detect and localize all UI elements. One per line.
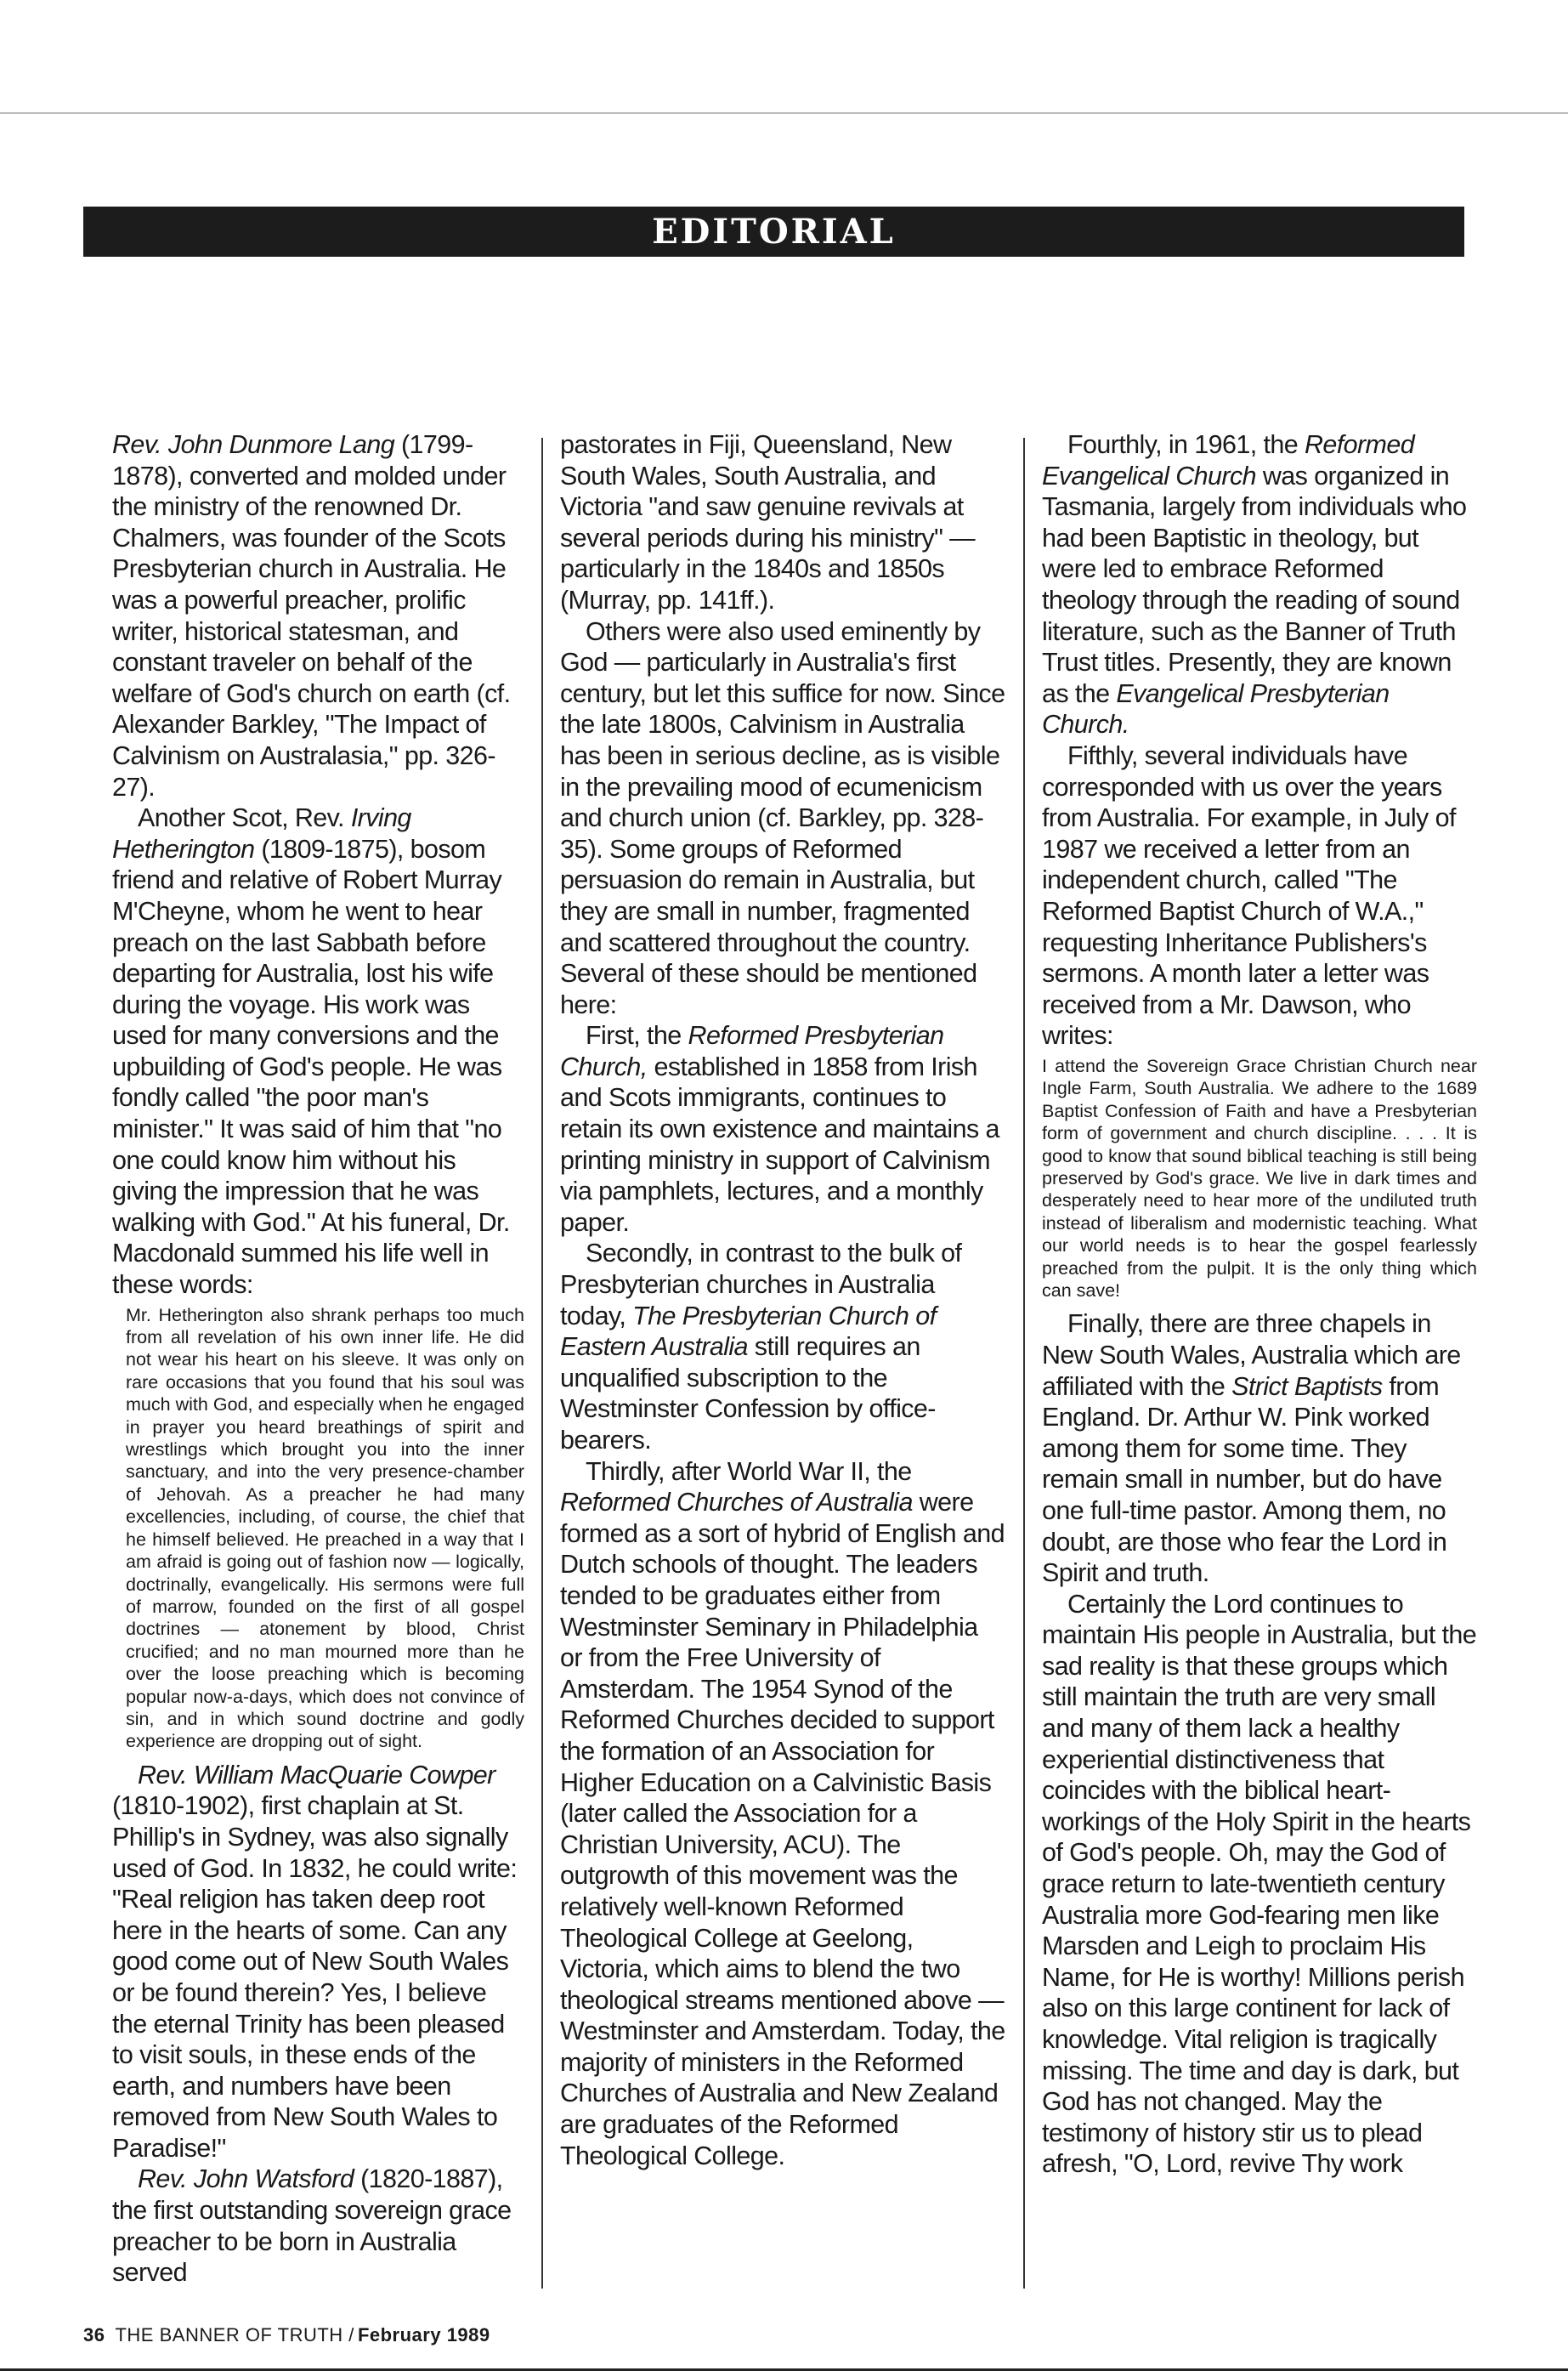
block-quote: I attend the Sovereign Grace Christian Church near Ingle Farm, South Australia. We adhere to the 1689 Baptist Confession of Faith and have a Presbyterian form of government and church discipline. . . . It is good to know that sound biblical teaching is still being preserved by God's grace. We live in dark times and desperately need to hear more of the undiluted truth instead of liberalism and modernistic teaching. What our world needs is to hear the gospel fearlessly preached from the pulpit. It is the only thing which can save! — [1042, 1055, 1477, 1301]
block-quote: Mr. Hetherington also shrank perhaps too much from all revelation of his own inner life. He did not wear his heart on his sleeve. It was only on rare occasions that you found that his soul was much with God, and especially when he engaged in prayer you heard breathings of spirit and wrestlings which brought you into the inner sanctuary, and into the very presence-chamber of Jehovah. As a preacher he had many excellencies, including, of course, the chief that he himself believed. He preached in a way that I am afraid is going out of fashion now — logically, doctrinally, evangelically. His sermons were full of marrow, founded on the first of all gospel doctrines — atonement by blood, Christ crucified; and no man mourned more than he over the loose preaching which is becoming popular now-a-days, which does not convince of sin, and in which sound doctrine and godly experience are dropping out of sight. — [126, 1304, 524, 1752]
paragraph: Thirdly, after World War II, the Reformed Churches of Australia were formed as a sort of hybrid of English and Dutch schools of thought. The leaders tended to be graduates either from Westminster Seminary in Philadelphia or from the Free University of Amsterdam. The 1954 Synod of the Reformed Churches decided to support the formation of an Association for Higher Education on a Calvinistic Basis (later called the Association for a Christian University, ACU). The outgrowth of this movement was the relatively well-known Reformed Theological College at Geelong, Victoria, which aims to blend the two theological streams mentioned above — Westminster and Amsterdam. Today, the majority of ministers in the Reformed Churches of Australia and New Zealand are graduates of the Reformed Theological College. — [560, 1456, 1005, 2170]
paragraph: Rev. John Dunmore Lang (1799-1878), converted and molded under the ministry of the renowned Dr. Chalmers, was founder of the Scots Presbyterian church in Australia. He was a powerful preacher, prolific writer, historical statesman, and constant traveler on behalf of the welfare of God's church on earth (cf. Alexander Barkley, "The Impact of Calvinism on Australasia," pp. 326-27). — [112, 430, 511, 802]
column-3 — [1042, 429, 1477, 2289]
paragraph: Others were also used eminently by God — particularly in Australia's first century, but let this suffice for now. Since the late 1800s, Calvinism in Australia has been in serious decline, as is visible in the prevailing mood of ecumenicism and church union (cf. Barkley, pp. 328-35). Some groups of Reformed persuasion do remain in Australia, but they are small in number, fragmented and scattered throughout the country. Several of these should be mentioned here: — [560, 616, 1005, 1019]
issue-date: February 1989 — [357, 2323, 490, 2345]
column-1 — [112, 429, 524, 2289]
paragraph: Secondly, in contrast to the bulk of Presbyterian churches in Australia today, The Presbyterian Church of Eastern Australia still requires an unqualified subscription to the Westminster Confession by office-bearers. — [560, 1239, 962, 1455]
paragraph: pastorates in Fiji, Queensland, New South Wales, South Australia, and Victoria "and saw genuine revivals at several periods during his ministry" — particularly in the 1840s and 1850s (Murray, pp. 141ff.). — [560, 430, 976, 615]
section-banner: EDITORIAL — [83, 207, 1464, 257]
paragraph: Rev. John Watsford (1820-1887), the first outstanding sovereign grace preacher to be born in Australia served — [112, 2164, 512, 2288]
top-rule — [0, 112, 1568, 114]
paragraph: Fifthly, several individuals have corresponded with us over the years from Australia. For example, in July of 1987 we received a letter from an independent church, called "The Reformed Baptist Church of W.A.," requesting Inheritance Publishers's sermons. A month later a letter was received from a Mr. Dawson, who writes: — [1042, 740, 1456, 1051]
paragraph: Certainly the Lord continues to maintain His people in Australia, but the sad reality is that these groups which still maintain the truth are very small and many of them lack a healthy experiential distinctiveness that coincides with the biblical heart-workings of the Holy Spirit in the hearts of God's people. Oh, may the God of grace return to late-twentieth century Australia more God-fearing men like Marsden and Leigh to proclaim His Name, for He is worthy! Millions perish also on this large continent for lack of knowledge. Vital religion is tragically missing. The time and day is dark, but God has not changed. May the testimony of history stir us to plead afresh, "O, Lord, revive Thy work — [1042, 1589, 1477, 2179]
paragraph: Finally, there are three chapels in New South Wales, Australia which are affiliated with the Strict Baptists from England. Dr. Arthur W. Pink worked among them for some time. They remain small in number, but do have one full-time pastor. Among them, no doubt, are those who fear the Lord in Spirit and truth. — [1042, 1309, 1461, 1588]
column-divider — [1023, 438, 1025, 2289]
paragraph: Another Scot, Rev. Irving Hetherington (1809-1875), bosom friend and relative of Robert Murray M'Cheyne, whom he went to hear preach on the last Sabbath before departing for Australia, lost his wife during the voyage. His work was used for many conversions and the upbuilding of God's people. He was fondly called "the poor man's minister." It was said of him that "no one could know him without his giving the impression that he was walking with God." At his funeral, Dr. Macdonald summed his life well in these words: — [112, 803, 510, 1300]
publication-name: THE BANNER OF TRUTH / — [115, 2323, 354, 2345]
column-divider — [541, 438, 543, 2289]
column-2 — [560, 429, 1006, 2289]
paragraph: Fourthly, in 1961, the Reformed Evangelical Church was organized in Tasmania, largely from individuals who had been Baptistic in theology, but were led to embrace Reformed theology through the reading of sound literature, such as the Banner of Truth Trust titles. Presently, they are known as the Evangelical Presbyterian Church. — [1042, 430, 1467, 740]
article-body — [0, 429, 1568, 2371]
paragraph: First, the Reformed Presbyterian Church, established in 1858 from Irish and Scots immigrants, continues to retain its own existence and maintains a printing ministry in support of Calvinism via pamphlets, lectures, and a monthly paper. — [560, 1021, 999, 1237]
page-number: 36 — [83, 2323, 105, 2345]
bottom-rule — [0, 2368, 1568, 2371]
page-footer — [83, 2323, 1568, 2348]
columns — [112, 429, 1568, 2289]
paragraph: Rev. William MacQuarie Cowper (1810-1902), first chaplain at St. Phillip's in Sydney, was also signally used of God. In 1832, he could write: "Real religion has taken deep root here in the hearts of some. Can any good come out of New South Wales or be found therein? Yes, I believe the eternal Trinity has been pleased to visit souls, in these ends of the earth, and numbers have been removed from New South Wales to Paradise!" — [112, 1760, 518, 2163]
